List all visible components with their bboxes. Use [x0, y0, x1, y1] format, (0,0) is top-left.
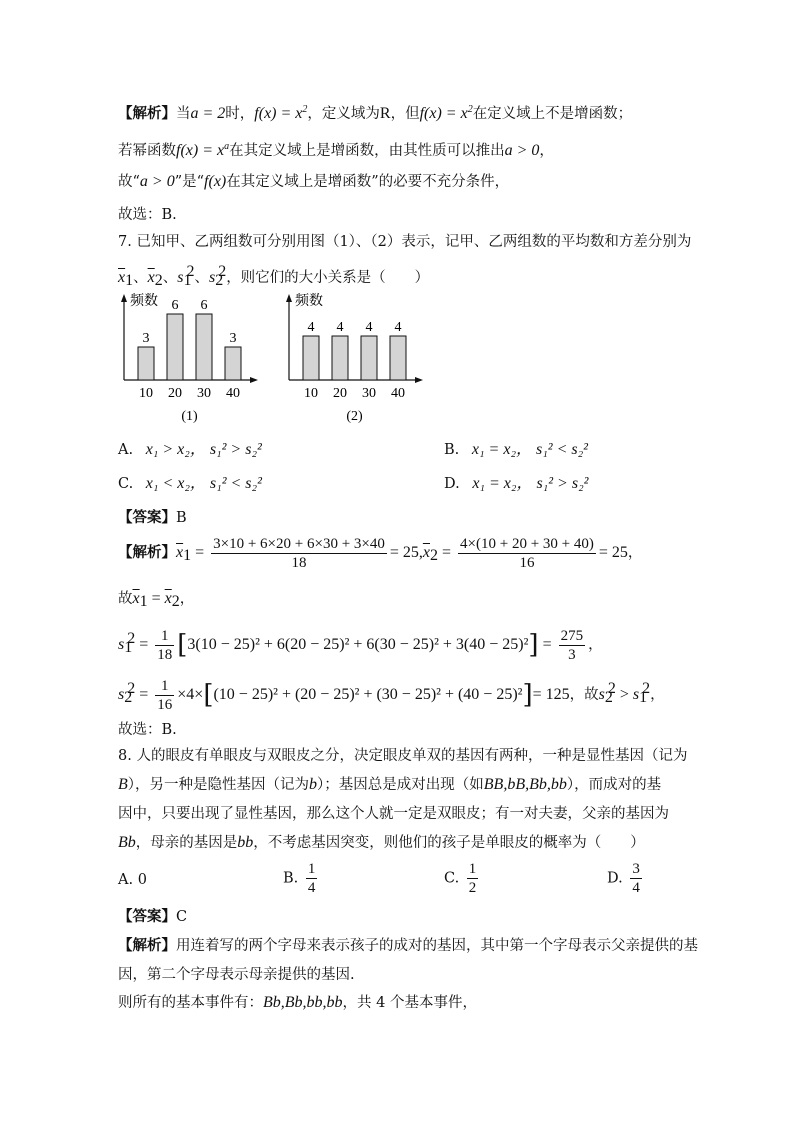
q7-solution-variance-2: $s_2^2$ = $\frac{1}{16}$ ×4×[(10 − 25)² + (20 − 25)² + (30 − 25)² + (40 − 25)²]= 125，故$s_2^2 > s_1^2$，: [118, 677, 665, 713]
tick-label-30: 30: [197, 386, 211, 401]
q8-solution-line-2: 因，第二个字母表示母亲提供的基因.: [118, 967, 355, 983]
q7-option-c: C. x₁ < x₂， s₁² < s₂²: [118, 475, 262, 492]
q6-analysis-line-1: 【解析】当a = 2时，$f(x) = x^2$，定义域为R，但$f(x) = x^2$在定义域上不是增函数；: [118, 104, 633, 122]
data-label-10: 3: [142, 331, 150, 346]
q8-option-a: A. 0: [118, 872, 147, 888]
bar-chart-1: [110, 290, 270, 430]
tick-label-40: 40: [391, 386, 405, 401]
tick-label-20: 20: [333, 386, 347, 401]
xbar1-fraction: $\frac{3\times 10 + 6\times 20 + 6\times 30 + 3\times 40}{18}$: [213, 535, 385, 571]
y-axis-arrow: [121, 294, 127, 302]
q7-solution-means: 【解析】$\overline{x}_1$ = $\frac{3\times 10 + 6\times 20 + 6\times 30 + 3\times 40}{18}$ = $25,\overline{x}_2$ = $\frac{4\times(10 + 20 + 30 + 40)}{16}$ = 25，: [118, 535, 643, 571]
bar-20: [332, 336, 348, 380]
q7-solution-variance-1: $s_1^2$ = $\frac{1}{18}$ [3(10 − 25)² + 6(20 − 25)² + 6(30 − 25)² + 3(40 − 25)²] = $\frac{275}{3}$ ，: [118, 627, 603, 663]
bar-40: [390, 336, 406, 380]
bar-10: [303, 336, 319, 380]
xbar2-fraction: $\frac{4\times(10 + 20 + 30 + 40)}{16}$: [460, 535, 594, 571]
analysis-label: 【解析】: [118, 105, 176, 122]
q8-stem-line-4: Bb，母亲的基因是bb，不考虑基因突变，则他们的孩子是单眼皮的概率为（ ）: [118, 834, 645, 851]
q8-solution-line-1: 【解析】用连着写的两个字母来表示孩子的成对的基因，其中第一个字母表示父亲提供的基: [118, 937, 698, 954]
x-axis-arrow: [415, 377, 423, 383]
q7-option-a: A. x₁ > x₂， s₁² > s₂²: [118, 441, 262, 458]
chart-title: (1): [181, 409, 198, 424]
x-axis-arrow: [250, 377, 258, 383]
bar-chart-2: [275, 290, 435, 430]
q7-solution-equal: 故$\overline{x}_1 = \overline{x}_2$，: [118, 590, 195, 610]
q7-stem-line-2: $\overline{x}_1$、$\overline{x}_2$、$s_1^2$、$s_2^2$，则它们的大小关系是（ ）: [118, 263, 430, 289]
bar-30: [361, 336, 377, 380]
data-label-30: 4: [365, 320, 373, 335]
data-label-20: 4: [336, 320, 344, 335]
q6-conclusion: 故选：B.: [118, 207, 177, 223]
y-axis-label: 频数: [295, 294, 323, 309]
q8-option-d: D. $\frac{3}{4}$: [607, 861, 640, 896]
tick-label-10: 10: [304, 386, 318, 401]
q8-answer: 【答案】C: [118, 908, 188, 925]
bar-30: [196, 314, 212, 380]
q8-stem-line-3: 因中，只要出现了显性基因，那么这个人就一定是双眼皮；有一对夫妻，父亲的基因为: [118, 806, 669, 822]
data-label-40: 3: [229, 331, 237, 346]
tick-label-20: 20: [168, 386, 182, 401]
data-label-20: 6: [171, 298, 179, 313]
q6-analysis-line-2: 若幂函数$f(x) = x^a$在其定义域上是增函数，由其性质可以推出a > 0，: [118, 141, 554, 159]
q7-conclusion: 故选：B.: [118, 722, 177, 738]
bar-10: [138, 347, 154, 380]
q7-stem-line-1: 7. 已知甲、乙两组数可分别用图（1）、（2）表示，记甲、乙两组数的平均数和方差分别为: [118, 234, 692, 250]
data-label-40: 4: [394, 320, 402, 335]
y-axis-arrow: [286, 294, 292, 302]
bar-40: [225, 347, 241, 380]
q8-stem-line-2: B），另一种是隐性基因（记为b）；基因总是成对出现（如BB,bB,Bb,bb），而成对的基: [118, 776, 662, 793]
q8-solution-line-3: 则所有的基本事件有：Bb,Bb,bb,bb，共 4 个基本事件，: [118, 994, 477, 1011]
y-axis-label: 频数: [130, 294, 158, 309]
tick-label-30: 30: [362, 386, 376, 401]
data-label-30: 6: [200, 298, 208, 313]
tick-label-10: 10: [139, 386, 153, 401]
chart-title: (2): [346, 409, 363, 424]
q7-option-d: D. x₁ = x₂， s₁² > s₂²: [444, 475, 589, 492]
data-label-10: 4: [307, 320, 315, 335]
q7-option-b: B. x₁ = x₂， s₁² < s₂²: [444, 441, 588, 458]
q6-analysis-line-3: 故“a > 0”是“f(x)在其定义域上是增函数”的必要不充分条件，: [118, 173, 510, 190]
bar-20: [167, 314, 183, 380]
q8-option-b: B. $\frac{1}{4}$: [283, 861, 316, 896]
q7-answer: 【答案】B: [118, 509, 187, 526]
q8-stem-line-1: 8. 人的眼皮有单眼皮与双眼皮之分，决定眼皮单双的基因有两种，一种是显性基因（记为: [118, 748, 688, 764]
tick-label-40: 40: [226, 386, 240, 401]
q8-option-c: C. $\frac{1}{2}$: [444, 861, 477, 896]
